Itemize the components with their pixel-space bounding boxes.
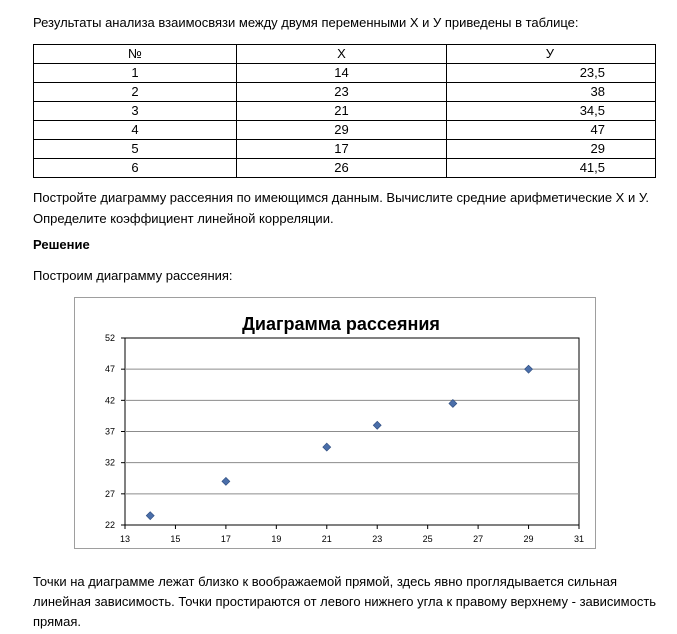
conclusion-text: Точки на диаграмме лежат близко к воображаемой прямой, здесь явно проглядывается сильная линейная зависимость. Точки простираются от левого нижнего угла к правому верхнему - зависимость прямая. — [33, 574, 657, 629]
table-cell: 41,5 — [447, 159, 656, 178]
table-row — [34, 121, 656, 140]
chart-svg — [75, 298, 595, 548]
table-cell: 4 — [34, 121, 237, 140]
x-tick-label: 19 — [271, 534, 282, 544]
data-table — [33, 44, 656, 178]
table-row — [34, 64, 656, 83]
table-cell: 17 — [237, 140, 447, 159]
table-cell: 6 — [34, 159, 237, 178]
y-tick-label: 42 — [104, 395, 115, 406]
table-cell: 23 — [237, 83, 447, 102]
x-tick-label: 13 — [119, 534, 131, 544]
x-tick-label: 23 — [372, 534, 383, 544]
table-cell: 29 — [447, 140, 656, 159]
solution-intro: Построим диаграмму рассеяния: — [33, 268, 233, 283]
y-tick-label: 32 — [104, 457, 115, 468]
table-cell: 26 — [237, 159, 447, 178]
table-cell: 29 — [237, 121, 447, 140]
solution-heading: Решение — [33, 237, 90, 252]
table-row — [34, 102, 656, 121]
table-cell: 5 — [34, 140, 237, 159]
table-row — [34, 159, 656, 178]
table-header-row — [34, 45, 656, 64]
task-text: Постройте диаграмму рассеяния по имеющимся данным. Вычислите средние арифметические Х и У. Определите коэффициент линейной корреляции. — [33, 190, 649, 226]
x-tick-label: 17 — [220, 534, 231, 544]
table-cell: 1 — [34, 64, 237, 83]
x-tick-label: 27 — [473, 534, 484, 544]
x-tick-label: 29 — [523, 534, 534, 544]
table-cell: 14 — [237, 64, 447, 83]
table-cell: 38 — [447, 83, 656, 102]
header-number: № — [34, 45, 237, 64]
x-tick-label: 25 — [422, 534, 433, 544]
y-tick-label: 52 — [104, 333, 115, 343]
header-y: У — [447, 45, 656, 64]
table-cell: 3 — [34, 102, 237, 121]
chart-title: Диаграмма рассеяния — [242, 314, 440, 334]
intro-text: Результаты анализа взаимосвязи между двумя переменными Х и У приведены в таблице: — [33, 15, 579, 30]
y-tick-label: 22 — [104, 520, 115, 530]
table-row — [34, 83, 656, 102]
table-cell: 47 — [447, 121, 656, 140]
y-tick-label: 27 — [104, 488, 115, 499]
x-tick-label: 15 — [170, 534, 181, 544]
table-cell: 23,5 — [447, 64, 656, 83]
y-tick-label: 37 — [104, 426, 115, 437]
x-tick-label: 31 — [573, 534, 585, 544]
table-cell: 2 — [34, 83, 237, 102]
table-cell: 34,5 — [447, 102, 656, 121]
y-tick-label: 47 — [104, 364, 115, 375]
table-cell: 21 — [237, 102, 447, 121]
header-x: Х — [237, 45, 447, 64]
x-tick-label: 21 — [321, 534, 332, 544]
scatter-chart — [74, 297, 596, 549]
table-row — [34, 140, 656, 159]
